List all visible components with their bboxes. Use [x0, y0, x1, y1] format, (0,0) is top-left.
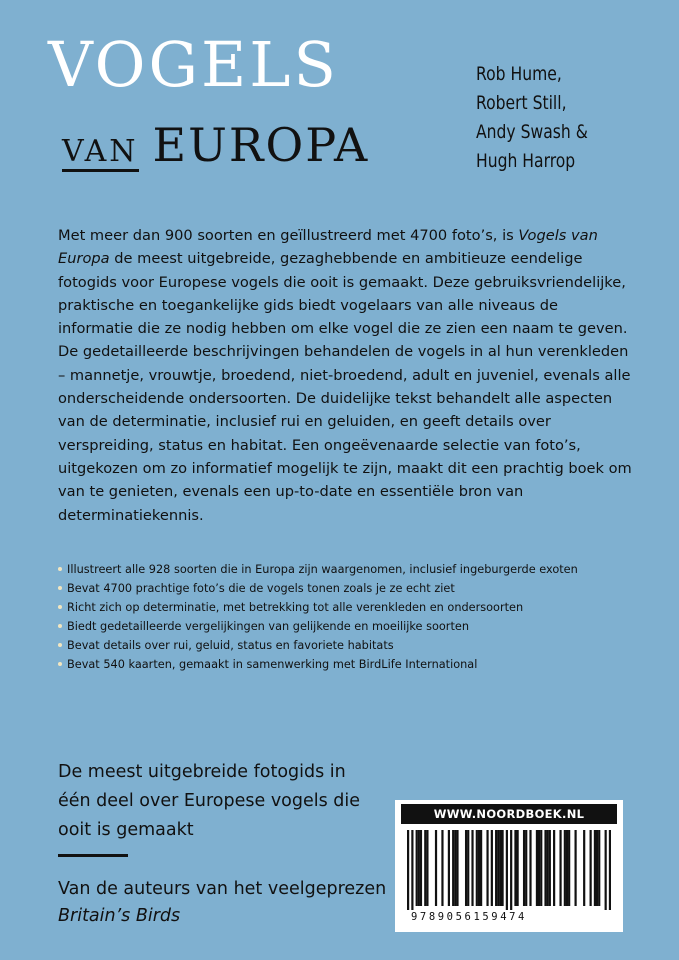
- barcode-panel: [395, 800, 623, 932]
- barcode-bar: [538, 830, 540, 906]
- barcode-bar: [547, 830, 549, 906]
- barcode-bar: [478, 830, 480, 906]
- barcode-bar: [553, 830, 555, 906]
- feature-list: [58, 560, 658, 674]
- title-van: VAN: [62, 135, 139, 172]
- description-text-rest: de meest uitgebreide, gezaghebbende en ambitieuze eendelige fotogids voor Europese vogels die ooit is gemaakt. Deze gebruiksvriendelijke, praktische en toegankelijke gids biedt vogelaars van alle niveaus de informatie die ze nodig hebben om elke vogel die ze zien een naam te geven. De gedetailleerde beschrijvingen behandelen de vogels in al hun verenkleden – mannetje, vrouwtje, broedend, niet-broedend, adult en juveniel, evenals alle onderscheidende ondersoorten. De duidelijke tekst behandelt alle aspecten van de determinatie, inclusief rui en geluiden, en geeft details over verspreiding, status en habitat. Een ongeëvenaarde selectie van foto’s, uitgekozen om zo informatief mogelijk te zijn, maakt dit een prachtig boek om van te genieten, evenals een up-to-date en essentiële bron van determinatiekennis.: [58, 250, 632, 524]
- barcode-bar: [486, 830, 488, 906]
- author-name: Rob Hume,: [476, 63, 562, 85]
- barcode-bar: [465, 830, 467, 906]
- feature-item: Illustreert alle 928 soorten die in Europa zijn waargenomen, inclusief ingeburgerde exoten: [58, 560, 658, 579]
- description-text-start: Met meer dan 900 soorten en geïllustreerd met 4700 foto’s, is: [58, 227, 519, 244]
- barcode-bar: [407, 830, 409, 910]
- divider-rule: [58, 854, 128, 857]
- barcode-bar: [564, 830, 566, 906]
- barcode-bar: [605, 830, 607, 910]
- barcode-bar: [501, 830, 503, 906]
- barcode-icon: [407, 830, 611, 910]
- feature-item: Richt zich op determinatie, met betrekking tot alle verenkleden en ondersoorten: [58, 598, 658, 617]
- barcode-bar: [418, 830, 420, 906]
- feature-item: Bevat 4700 prachtige foto’s die de vogels tonen zoals je ze echt ziet: [58, 579, 658, 598]
- author-list: [476, 60, 588, 176]
- title-subline: [62, 116, 369, 174]
- description-book-title: Vogels van Europa: [58, 227, 598, 268]
- barcode-bar: [424, 830, 426, 906]
- book-title: [48, 28, 370, 172]
- previous-book-title: Britain’s Birds: [58, 906, 181, 926]
- barcode-bar: [420, 830, 422, 906]
- barcode-bar: [529, 830, 531, 906]
- barcode-bar: [441, 830, 443, 906]
- barcode-bar: [467, 830, 469, 906]
- feature-item: Bevat 540 kaarten, gemaakt in samenwerking met BirdLife International: [58, 655, 658, 674]
- barcode-bar: [452, 830, 454, 906]
- barcode-bar: [426, 830, 428, 906]
- isbn-digits: 9789056159474: [411, 911, 527, 923]
- barcode-bar: [566, 830, 568, 906]
- barcode-bar: [574, 830, 576, 906]
- barcode-bar: [454, 830, 456, 906]
- barcode-bar: [471, 830, 473, 906]
- author-name: Robert Still,: [476, 92, 567, 114]
- barcode-bar: [480, 830, 482, 906]
- barcode-bar: [525, 830, 527, 906]
- barcode-bar: [497, 830, 499, 906]
- title-europa: EUROPA: [152, 118, 370, 172]
- barcode-bar: [609, 830, 611, 910]
- barcode-bar: [495, 830, 497, 906]
- barcode-bar: [544, 830, 546, 906]
- barcode-bar: [540, 830, 542, 906]
- barcode-bar: [559, 830, 561, 906]
- from-authors-note: [58, 876, 388, 930]
- barcode-bar: [476, 830, 478, 906]
- barcode-bar: [549, 830, 551, 906]
- barcode-bar: [594, 830, 596, 906]
- barcode-bar: [456, 830, 458, 906]
- barcode-bar: [499, 830, 501, 906]
- barcode-bar: [536, 830, 538, 906]
- barcode-bar: [506, 830, 508, 910]
- barcode-bar: [517, 830, 519, 906]
- barcode-bar: [448, 830, 450, 906]
- barcode-bar: [514, 830, 516, 906]
- barcode-bar: [435, 830, 437, 906]
- barcode-bar: [598, 830, 600, 906]
- barcode-bar: [411, 830, 413, 910]
- barcode-bar: [491, 830, 493, 906]
- barcode-bar: [523, 830, 525, 906]
- feature-item: Biedt gedetailleerde vergelijkingen van gelijkende en moeilijke soorten: [58, 617, 658, 636]
- barcode-bar: [510, 830, 512, 910]
- feature-item: Bevat details over rui, geluid, status en favoriete habitats: [58, 636, 658, 655]
- barcode-bar: [568, 830, 570, 906]
- tagline: De meest uitgebreide fotogids in één deel over Europese vogels die ooit is gemaakt: [58, 762, 361, 840]
- barcode-bar: [596, 830, 598, 906]
- barcode-bar: [590, 830, 592, 906]
- description-paragraph: [58, 224, 633, 527]
- publisher-url: WWW.NOORDBOEK.NL: [401, 804, 617, 824]
- title-vogels: VOGELS: [48, 28, 339, 101]
- author-name: Andy Swash &: [476, 121, 588, 143]
- barcode-bar: [416, 830, 418, 906]
- from-authors-text: Van de auteurs van het veelgeprezen: [58, 879, 387, 899]
- author-name: Hugh Harrop: [476, 150, 576, 172]
- barcode-bar: [583, 830, 585, 906]
